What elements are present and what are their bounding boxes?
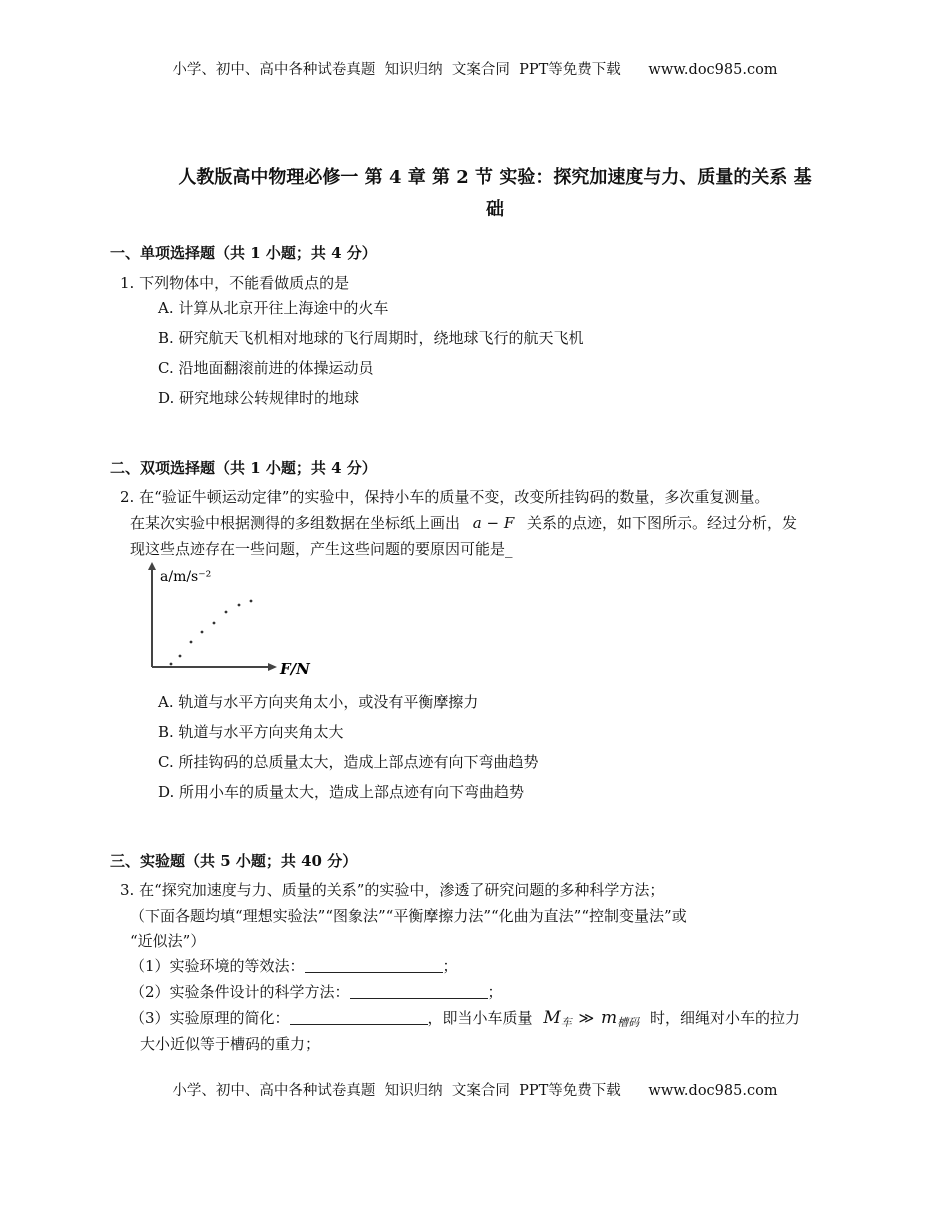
item-3-mid: ，即当小车质量 <box>427 1009 533 1027</box>
a-minus-f-formula: a − F <box>472 514 515 532</box>
question-2-option-a: A. 轨道与水平方向夹角太小，或没有平衡摩擦力 <box>158 693 479 711</box>
page-title <box>150 162 840 226</box>
question-3-item-3-line-2: 大小近似等于槽码的重力； <box>140 1035 321 1053</box>
data-point <box>190 641 193 644</box>
question-1-option-d: D. 研究地球公转规律时的地球 <box>158 389 360 407</box>
title-line-1: 人教版高中物理必修一 第 4 章 第 2 节 实验：探究加速度与力、质量的关系 基 <box>178 167 812 188</box>
mass-M-symbol: M <box>543 1008 561 1028</box>
question-3-line-2: （下面各题均填“理想实验法”“图象法”“平衡摩擦力法”“化曲为直法”“控制变量法”或 <box>130 907 687 925</box>
question-3-line-1: 3. 在“探究加速度与力、质量的关系”的实验中，渗透了研究问题的多种科学方法； <box>120 881 665 899</box>
page-header: 小学、初中、高中各种试卷真题 知识归纳 文案合同 PPT等免费下载 www.doc985.com <box>172 62 778 78</box>
x-axis-label: F/N <box>280 660 310 677</box>
question-3-item-2 <box>130 981 503 1002</box>
data-point <box>213 622 216 625</box>
question-2-line-2-post: 关系的点迹，如下图所示。经过分析，发 <box>527 514 798 532</box>
section-1-heading: 一、单项选择题（共 1 小题；共 4 分） <box>110 244 377 262</box>
question-2-line-1: 2. 在“验证牛顿运动定律”的实验中，保持小车的质量不变，改变所挂钩码的数量，多次重复测量。 <box>120 488 770 506</box>
section-2-heading: 二、双项选择题（共 1 小题；共 4 分） <box>110 459 377 477</box>
item-1-end: ； <box>442 957 458 975</box>
question-2-line-2 <box>130 512 797 533</box>
question-2-option-c: C. 所挂钩码的总质量太大，造成上部点迹有向下弯曲趋势 <box>158 753 539 771</box>
item-1-label: （1）实验环境的等效法： <box>130 957 305 975</box>
question-3-item-1 <box>130 955 458 976</box>
item-1-answer-blank[interactable] <box>305 958 443 973</box>
data-point <box>170 663 173 666</box>
mass-m-symbol: m <box>601 1008 618 1028</box>
item-3-label: （3）实验原理的简化： <box>130 1009 290 1027</box>
question-1-option-b: B. 研究航天飞机相对地球的飞行周期时，绕地球飞行的航天飞机 <box>158 329 584 347</box>
data-point <box>250 600 253 603</box>
mass-M-subscript: 车 <box>560 1016 572 1029</box>
data-point <box>179 655 182 658</box>
y-axis-label: a/m/s⁻² <box>160 569 212 585</box>
a-f-graph <box>140 562 320 677</box>
much-greater-symbol: ≫ <box>578 1009 595 1027</box>
item-2-end: ； <box>487 983 503 1001</box>
mass-m-subscript: 槽码 <box>617 1016 640 1029</box>
item-2-label: （2）实验条件设计的科学方法： <box>130 983 350 1001</box>
question-3-line-3: “近似法”） <box>130 932 206 950</box>
data-point <box>201 631 204 634</box>
item-3-answer-blank[interactable] <box>290 1010 428 1025</box>
item-2-answer-blank[interactable] <box>350 984 488 999</box>
x-axis-arrow <box>268 663 277 671</box>
y-axis-arrow <box>148 562 156 570</box>
question-2-line-2-pre: 在某次实验中根据测得的多组数据在坐标纸上画出 <box>130 514 461 532</box>
page-footer: 小学、初中、高中各种试卷真题 知识归纳 文案合同 PPT等免费下载 www.doc985.com <box>172 1083 778 1099</box>
section-3-heading: 三、实验题（共 5 小题；共 40 分） <box>110 852 358 870</box>
question-2-option-b: B. 轨道与水平方向夹角太大 <box>158 723 344 741</box>
data-point <box>238 604 241 607</box>
question-1-option-c: C. 沿地面翻滚前进的体操运动员 <box>158 359 374 377</box>
data-point <box>225 611 228 614</box>
title-line-2: 础 <box>486 199 504 220</box>
item-3-post: 时，细绳对小车的拉力 <box>649 1009 800 1027</box>
question-1-option-a: A. 计算从北京开往上海途中的火车 <box>158 299 389 317</box>
question-3-item-3 <box>130 1007 800 1030</box>
question-2-option-d: D. 所用小车的质量太大，造成上部点迹有向下弯曲趋势 <box>158 783 525 801</box>
question-2-line-3: 现这些点迹存在一些问题，产生这些问题的要原因可能是_ <box>130 540 513 558</box>
question-1-text: 1. 下列物体中，不能看做质点的是 <box>120 274 350 292</box>
